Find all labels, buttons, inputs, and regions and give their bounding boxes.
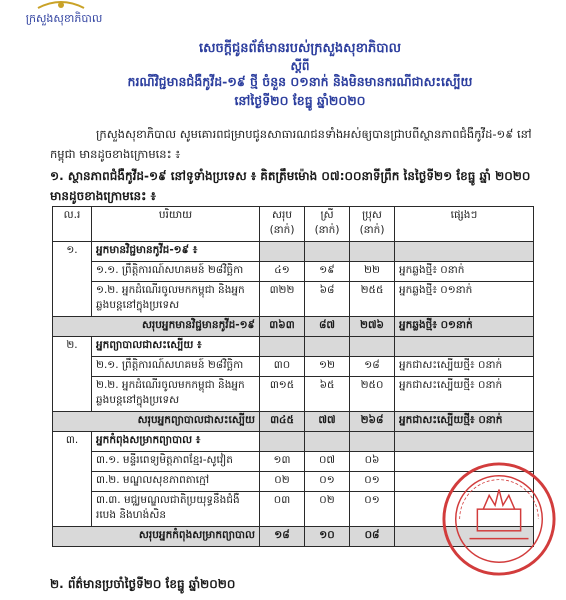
row-remarks: អ្នកជាសះស្បើយថ្មី៖ ០នាក់ (395, 357, 534, 377)
row-description: ៣.៣. មជ្ឈមណ្ឌលជាតិប្រយុទ្ធនឹងជំងឺរបេង និងហង់សិន (92, 492, 260, 527)
sum-female: ៨៧ (305, 317, 350, 337)
table-header-row (53, 207, 534, 242)
sum-row (53, 317, 534, 337)
sum-female: ៧៧ (305, 412, 350, 432)
sum-total: ១៨ (260, 527, 305, 547)
header-total: សរុប (នាក់) (260, 207, 305, 242)
row-female: ០៧ (305, 452, 350, 472)
sum-remarks: អ្នកឆ្លងថ្មី៖ ០១នាក់ (395, 317, 534, 337)
intro-paragraph: ក្រសួងសុខាភិបាល សូមគោរពជម្រាបជូនសាធារណជនទាំងអស់ឲ្យបានជ្រាបពីស្ថានភាពជំងឺកូវីដ-១៩ នៅកម្ពុជា មានដូចខាងក្រោមនេះ ៖ (50, 127, 532, 161)
table-row (53, 377, 534, 412)
row-description: ៣.១. មន្ទីរពេទ្យមិត្តភាពខ្មែរ-សូវៀត (92, 452, 260, 472)
sum-row (53, 412, 534, 432)
sum-male: ២៧៦ (350, 317, 395, 337)
table-row (53, 242, 534, 262)
sum-label: សរុបអ្នកកំពុងសម្រាកព្យាបាល (53, 527, 260, 547)
row-male: ០៦ (350, 452, 395, 472)
row-total: ៣២២ (260, 282, 305, 317)
row-male: ២២ (350, 262, 395, 282)
row-remarks: អ្នកជាសះស្បើយថ្មី៖ ០នាក់ (395, 377, 534, 412)
row-description: ២.១. ព្រឹត្តិការណ៍សហគមន៍ ២៨វិច្ឆិកា (92, 357, 260, 377)
table-row (53, 357, 534, 377)
group-title: អ្នកមានវិជ្ជមានកូវីដ-១៩ ៖ (92, 242, 260, 262)
sum-label: សរុបអ្នកមានវិជ្ជមានកូវីដ-១៩ (53, 317, 260, 337)
header-male: ប្រុស (នាក់) (350, 207, 395, 242)
row-female: ១៩ (305, 262, 350, 282)
section-1-heading: ១. ស្ថានភាពជំងឺកូវីដ-១៩ នៅទូទាំងប្រទេស ៖ គិតត្រឹមម៉ោង ០៧:០០នាទីព្រឹក នៃថ្ងៃទី២១ ខែធ្នូ ឆ្នាំ ២០២០ មានដូចខាងក្រោមនេះ ៖ (50, 169, 531, 203)
row-female: ៦៥ (305, 377, 350, 412)
row-description: ២.២. អ្នកដំណើរចូលមកកម្ពុជា និងអ្នកឆ្លងបន្តនៅក្នុងប្រទេស (92, 377, 260, 412)
table-row (53, 432, 534, 452)
row-remarks: អ្នកឆ្លងថ្មី៖ ០នាក់ (395, 262, 534, 282)
sum-remarks: អ្នកជាសះស្បើយថ្មី៖ ០នាក់ (395, 412, 534, 432)
row-female: ៦៨ (305, 282, 350, 317)
sum-male: ២៦៨ (350, 412, 395, 432)
ministry-name: ក្រសួងសុខាភិបាល (25, 12, 103, 25)
row-female: ០១ (305, 472, 350, 492)
row-description: ៣.២. មណ្ឌលសុខភាពតាក្មៅ (92, 472, 260, 492)
row-male: ២៥០ (350, 377, 395, 412)
group-number: ២. (53, 337, 92, 412)
row-female: ០២ (305, 492, 350, 527)
group-title: អ្នកព្យាបាលជាសះស្បើយ ៖ (92, 337, 260, 357)
row-male: ១៨ (350, 357, 395, 377)
row-total: ៣០ (260, 357, 305, 377)
sum-total: ៣៤៥ (260, 412, 305, 432)
row-male: ០១ (350, 472, 395, 492)
group-title: អ្នកកំពុងសម្រាកព្យាបាល ៖ (92, 432, 260, 452)
sum-total: ៣៦៣ (260, 317, 305, 337)
row-description: ១.១. ព្រឹត្តិការណ៍សហគមន៍ ២៨វិច្ឆិកា (92, 262, 260, 282)
sum-male: ០៨ (350, 527, 395, 547)
row-remarks: អ្នកឆ្លងថ្មី៖ ០១នាក់ (395, 282, 534, 317)
group-number: ១. (53, 242, 92, 317)
header-description: បរិយាយ (92, 207, 260, 242)
table-row (53, 262, 534, 282)
row-description: ១.២. អ្នកដំណើរចូលមកកម្ពុជា និងអ្នកឆ្លងបន្តនៅក្នុងប្រទេស (92, 282, 260, 317)
header-title: សេចក្ដីជូនព័ត៌មានរបស់ក្រសួងសុខាភិបាល (199, 41, 401, 56)
header-date: នៅថ្ងៃទី២០ ខែធ្នូ ឆ្នាំ២០២០ (234, 93, 366, 108)
row-total: ០២ (260, 472, 305, 492)
official-seal-icon (440, 460, 558, 578)
sum-female: ១០ (305, 527, 350, 547)
row-male: ២៥៥ (350, 282, 395, 317)
sum-label: សរុបអ្នកព្យាបាលជាសះស្បើយ (53, 412, 260, 432)
header-subject: ករណីវិជ្ជមានជំងឺកូវីដ-១៩ ថ្មី ចំនួន ០១នាក់ និងមិនមានករណីជាសះស្បើយ (127, 74, 473, 89)
row-male: ០១ (350, 492, 395, 527)
table-row (53, 282, 534, 317)
header-female: ស្រី (នាក់) (305, 207, 350, 242)
ministry-emblem-icon (36, 0, 86, 10)
row-female: ១២ (305, 357, 350, 377)
group-number: ៣. (53, 432, 92, 527)
header-number: ល.រ (53, 207, 92, 242)
row-total: ១៣ (260, 452, 305, 472)
row-total: ០៣ (260, 492, 305, 527)
section-2-heading: ២. ព័ត៌មានប្រចាំថ្ងៃទី២០ ខែធ្នូ ឆ្នាំ២០២០ (50, 577, 236, 591)
header-remarks: ផ្សេងៗ (395, 207, 534, 242)
row-total: ៣១៥ (260, 377, 305, 412)
header-regarding: ស្ដីពី (290, 59, 310, 73)
row-total: ៤១ (260, 262, 305, 282)
table-row (53, 337, 534, 357)
